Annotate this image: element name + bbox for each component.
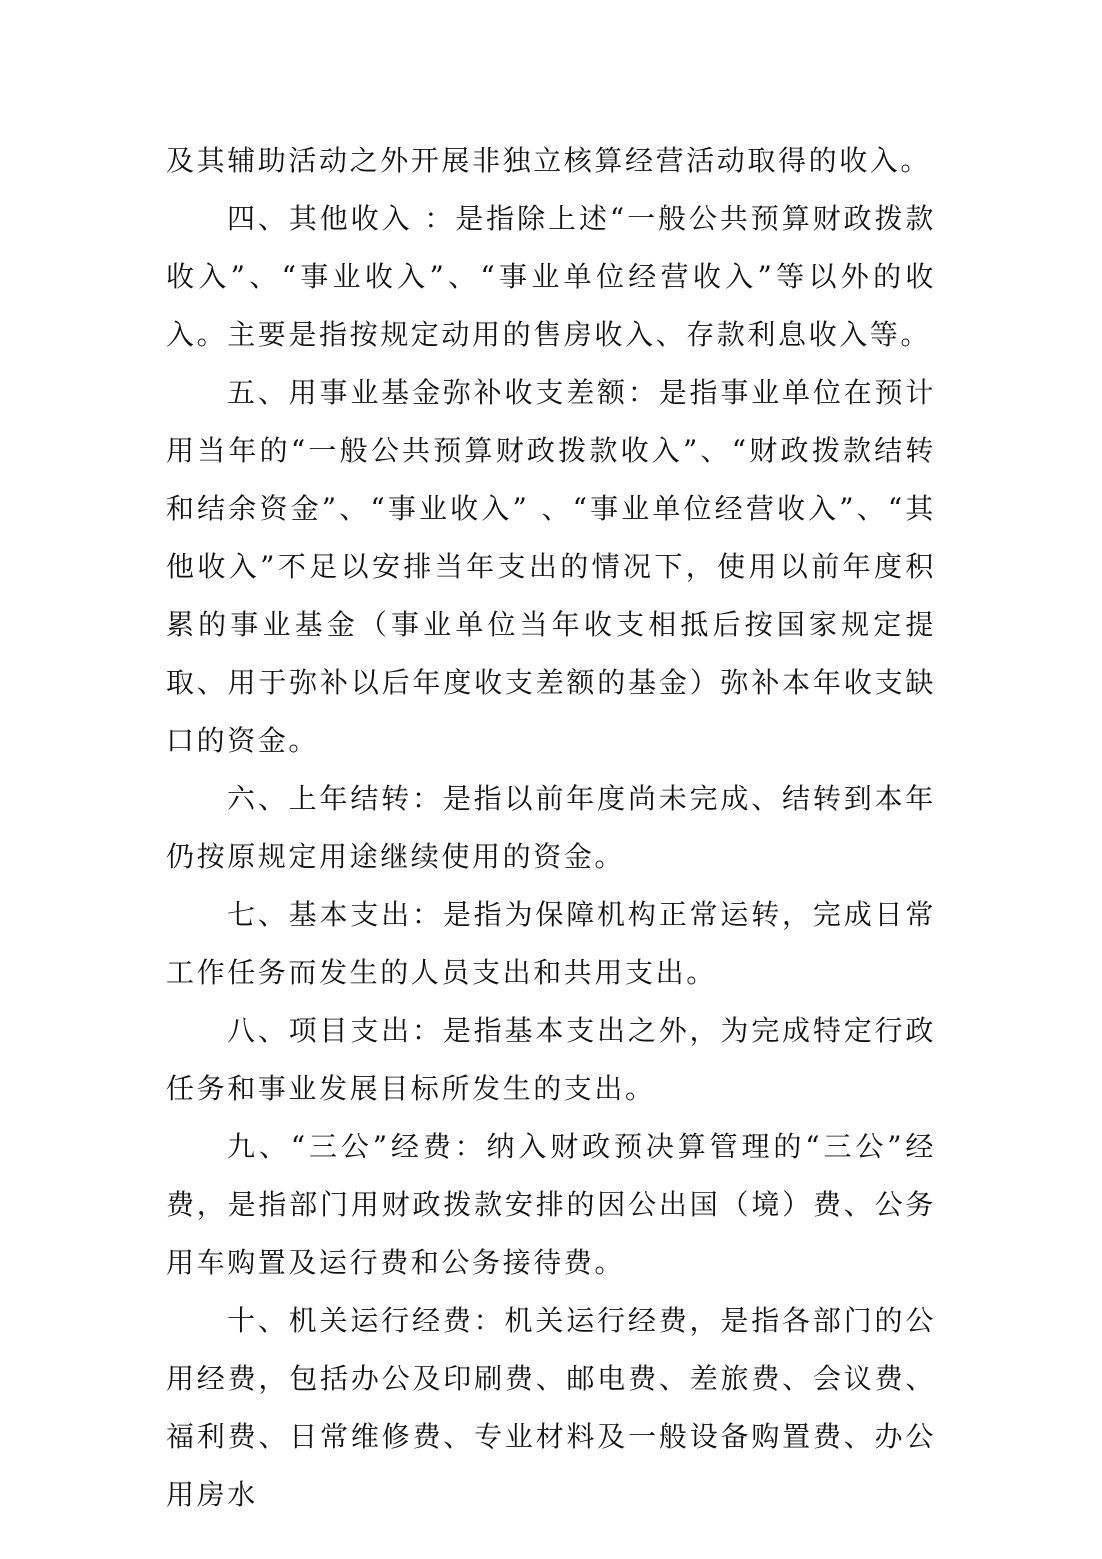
paragraph-basic-expenditure: 七、基本支出：是指为保障机构正常运转，完成日常工作任务而发生的人员支出和共用支出。	[166, 898, 936, 989]
paragraph-operating-funds: 十、机关运行经费：机关运行经费，是指各部门的公用经费，包括办公及印刷费、邮电费、差旅费、会议费、福利费、日常维修费、专业材料及一般设备购置费、办公用房水	[166, 1304, 936, 1511]
paragraph-continuation: 及其辅助活动之外开展非独立核算经营活动取得的收入。	[166, 144, 932, 177]
paragraph-three-public-funds: 九、“三公”经费：纳入财政预决算管理的“三公”经费，是指部门用财政拨款安排的因公出国（境）费、公务用车购置及运行费和公务接待费。	[166, 1130, 936, 1279]
paragraph-business-fund: 五、用事业基金弥补收支差额：是指事业单位在预计用当年的“一般公共预算财政拨款收入”、“财政拨款结转和结余资金”、“事业收入” 、“事业单位经营收入”、“其他收入”不足以安排当年支出的情况下，使用以前年度积累的事业基金（事业单位当年收支相抵后按国家规定提取、用于弥补以后年度收支差额的基金）弥补本年收支缺口的资金。	[166, 376, 936, 757]
paragraph-carryover: 六、上年结转：是指以前年度尚未完成、结转到本年仍按原规定用途继续使用的资金。	[166, 782, 936, 873]
paragraph-project-expenditure: 八、项目支出：是指基本支出之外，为完成特定行政任务和事业发展目标所发生的支出。	[166, 1014, 936, 1105]
paragraph-other-income: 四、其他收入 ：是指除上述“一般公共预算财政拨款收入”、“事业收入”、“事业单位经营收入”等以外的收入。主要是指按规定动用的售房收入、存款利息收入等。	[166, 202, 936, 351]
document-body	[166, 132, 936, 1524]
